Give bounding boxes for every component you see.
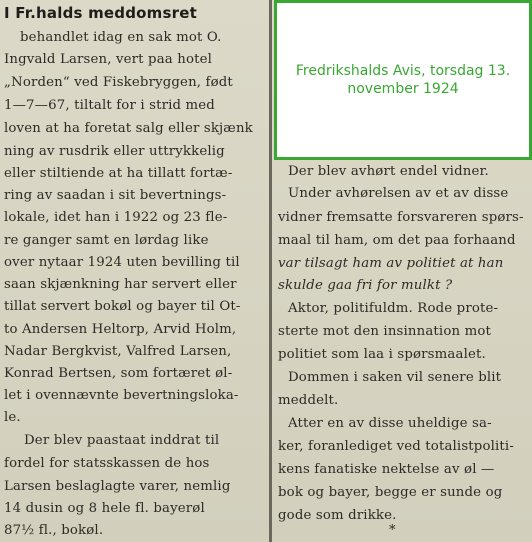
left-text-line: over nytaar 1924 uten bevilling til bbox=[4, 255, 240, 270]
right-text-line: meddelt. bbox=[278, 393, 339, 408]
left-text-line: ring av saadan i sit bevertnings- bbox=[4, 188, 227, 203]
left-text-line: let i ovennævnte bevertningsloka- bbox=[4, 388, 239, 403]
right-text-line: maal til ham, om det paa forhaand bbox=[278, 233, 516, 248]
left-text-line: fordel for statsskassen de hos bbox=[4, 456, 210, 471]
right-text-line: kens fanatiske nektelse av øl — bbox=[278, 462, 495, 477]
left-text-line: saan skjænkning har servert eller bbox=[4, 277, 237, 292]
left-text-line: eller stiltiende at ha tillatt fortæ- bbox=[4, 166, 233, 181]
left-text-line: le. bbox=[4, 410, 21, 425]
left-text-line: ning av rusdrik eller uttrykkelig bbox=[4, 144, 225, 159]
right-text-line: var tilsagt ham av politiet at han bbox=[278, 256, 504, 271]
left-text-line: to Andersen Heltorp, Arvid Holm, bbox=[4, 322, 237, 337]
left-text-line: „Norden“ ved Fiskebryggen, født bbox=[4, 75, 233, 90]
left-text-line: 14 dusin og 8 hele fl. bayerøl bbox=[4, 501, 205, 516]
right-text-line: politiet som laa i spørsmaalet. bbox=[278, 347, 486, 362]
left-text-line: Larsen beslaglagte varer, nemlig bbox=[4, 479, 231, 494]
left-text-line: 1—7—67, tiltalt for i strid med bbox=[4, 98, 215, 113]
right-text-line: ker, foranlediget ved totalistpoliti- bbox=[278, 439, 514, 454]
source-caption-box bbox=[274, 0, 532, 160]
right-text-line: Dommen i saken vil senere blit bbox=[288, 370, 502, 385]
left-text-line: re ganger samt en lørdag like bbox=[4, 233, 209, 248]
column-divider bbox=[269, 0, 272, 542]
right-text-line: Under avhørelsen av et av disse bbox=[288, 186, 509, 201]
source-caption: Fredrikshalds Avis, torsdag 13. november 1924 bbox=[295, 63, 511, 97]
left-text-line: loven at ha foretat salg eller skjænk bbox=[4, 121, 253, 136]
left-text-line: tillat servert bokøl og bayer til Ot- bbox=[4, 299, 241, 314]
right-text-line: Atter en av disse uheldige sa- bbox=[288, 416, 492, 431]
right-text-line: vidner fremsatte forsvareren spørs- bbox=[278, 210, 524, 225]
left-text-line: Nadar Bergkvist, Valfred Larsen, bbox=[4, 344, 232, 359]
article-headline: I Fr.halds meddomsret bbox=[4, 4, 197, 22]
left-text-line: behandlet idag en sak mot O. bbox=[20, 30, 222, 45]
right-text-line: gode som drikke. bbox=[278, 508, 397, 523]
left-text-line: Ingvald Larsen, vert paa hotel bbox=[4, 52, 213, 67]
left-text-line: Der blev paastaat inddrat til bbox=[24, 433, 220, 448]
right-text-line: skulde gaa fri for mulkt ? bbox=[278, 278, 453, 293]
section-separator-star: * bbox=[389, 523, 396, 538]
right-text-line: Der blev avhørt endel vidner. bbox=[288, 164, 489, 179]
left-text-line: 87½ fl., bokøl. bbox=[4, 523, 104, 538]
right-text-line: Aktor, politifuldm. Rode prote- bbox=[288, 301, 499, 316]
right-text-line: sterte mot den insinnation mot bbox=[278, 324, 491, 339]
left-text-line: Konrad Bertsen, som fortæret øl- bbox=[4, 366, 233, 381]
left-text-line: lokale, idet han i 1922 og 23 fle- bbox=[4, 210, 228, 225]
right-text-line: bok og bayer, begge er sunde og bbox=[278, 485, 503, 500]
